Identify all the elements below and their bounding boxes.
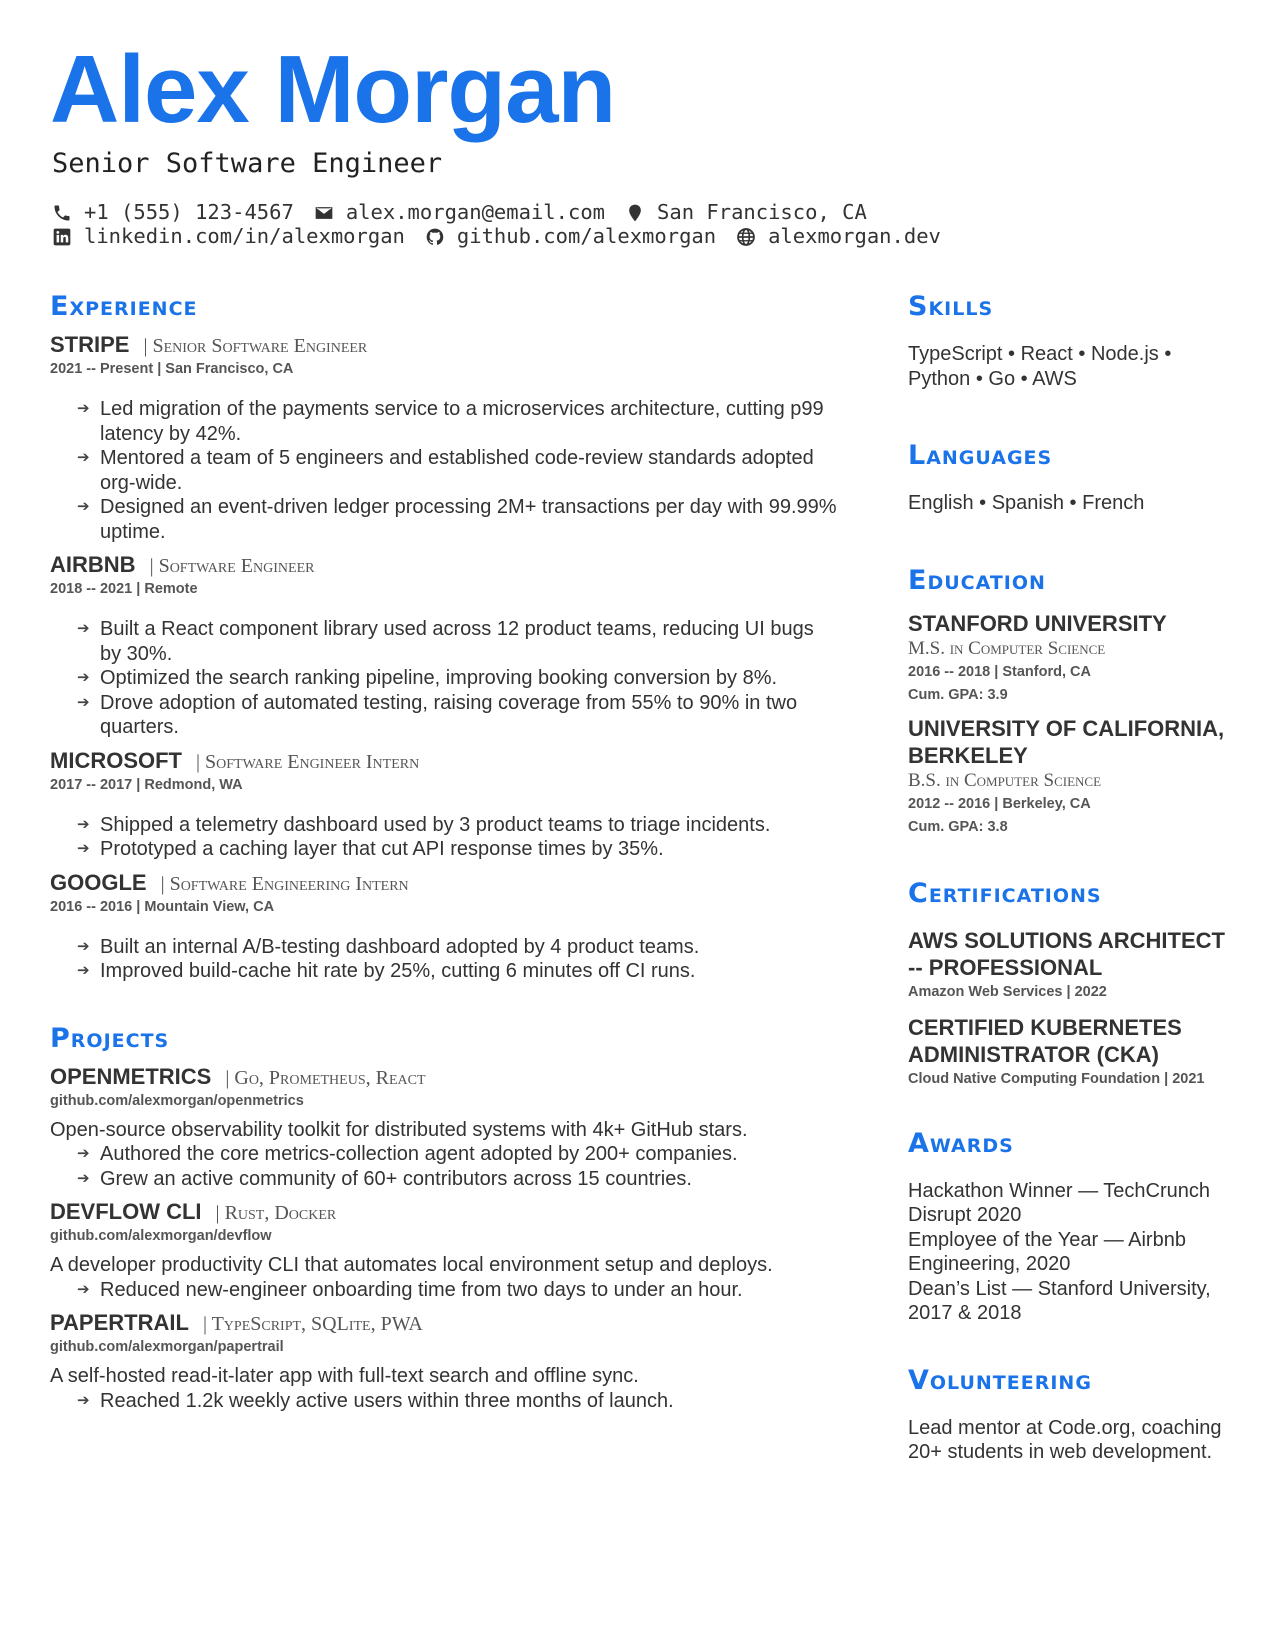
bullet-item <box>50 1278 840 1303</box>
arrow-icon: ➔ <box>77 1280 90 1298</box>
entry-meta: 2016 -- 2016 | Mountain View, CA <box>50 898 275 915</box>
sidebar-column <box>908 290 1238 1465</box>
volunteering-text: Lead mentor at Code.org, coaching 20+ students in web development. <box>908 1416 1222 1463</box>
certification-name: AWS SOLUTIONS ARCHITECT -- PROFESSIONAL <box>908 927 1225 980</box>
bullet-item <box>50 397 840 446</box>
project-tech: | TypeScript, SQLite, PWA <box>203 1313 423 1336</box>
education-heading: Education <box>908 564 1046 596</box>
education-meta: 2012 -- 2016 | Berkeley, CA <box>908 795 1091 812</box>
job-role: | Software Engineer Intern <box>196 751 419 774</box>
globe-icon <box>736 227 756 247</box>
job-role: | Senior Software Engineer <box>143 335 367 358</box>
project-tech: | Rust, Docker <box>216 1202 337 1225</box>
project-description: A self-hosted read-it-later app with full-text search and offline sync. <box>50 1365 639 1387</box>
bullet-item <box>50 617 840 666</box>
candidate-name: Alex Morgan <box>50 36 616 143</box>
website-contact[interactable] <box>736 224 941 249</box>
arrow-icon: ➔ <box>77 620 90 637</box>
languages-heading: Languages <box>908 440 1053 471</box>
contact-row <box>52 200 887 225</box>
phone-contact[interactable] <box>52 200 294 225</box>
entry-meta: 2018 -- 2021 | Remote <box>50 581 198 597</box>
arrow-icon: ➔ <box>77 815 90 833</box>
project-description: Open-source observability toolkit for distributed systems with 4k+ GitHub stars. <box>50 1118 748 1141</box>
arrow-icon: ➔ <box>77 1391 90 1409</box>
bullet-item <box>50 935 840 960</box>
email-contact[interactable] <box>314 200 605 225</box>
languages-list: English • Spanish • French <box>908 492 1145 514</box>
awards-list <box>908 1179 1238 1326</box>
certification-entry <box>908 927 1238 1004</box>
project-entry <box>50 1064 840 1192</box>
arrow-icon: ➔ <box>77 400 90 417</box>
bullet-item <box>50 813 840 838</box>
location-contact <box>625 200 867 225</box>
phone-text: +1 (555) 123-4567 <box>84 200 294 224</box>
bullet-item <box>50 1142 840 1167</box>
bullet-text: Designed an event-driven ledger processing 2M+ transactions per day with 99.99% uptime. <box>100 496 837 543</box>
bullet-item <box>50 691 840 740</box>
linkedin-text: linkedin.com/in/alexmorgan <box>84 224 405 248</box>
project-link[interactable]: github.com/alexmorgan/openmetrics <box>50 1092 304 1109</box>
award-item: Hackathon Winner — TechCrunch Disrupt 2020 <box>908 1179 1210 1226</box>
linkedin-contact[interactable] <box>52 224 405 249</box>
experience-entry <box>50 748 840 862</box>
location-text: San Francisco, CA <box>657 200 867 224</box>
arrow-icon: ➔ <box>77 1169 90 1187</box>
bullet-text: Prototyped a caching layer that cut API response times by 35%. <box>100 838 664 860</box>
bullet-text: Reached 1.2k weekly active users within three months of launch. <box>100 1389 674 1412</box>
degree: B.S. in Computer Science <box>908 769 1102 791</box>
projects-heading: Projects <box>50 1022 170 1054</box>
company-name: AIRBNB <box>50 552 136 577</box>
experience-heading: Experience <box>50 291 198 322</box>
experience-entry <box>50 870 840 984</box>
skills-list: TypeScript • React • Node.js • Python • Go • AWS <box>908 343 1172 390</box>
project-name: OPENMETRICS <box>50 1063 212 1089</box>
education-entry <box>908 610 1238 707</box>
bullet-item <box>50 1167 840 1192</box>
volunteering-heading: Volunteering <box>908 1364 1092 1396</box>
certifications-heading: Certifications <box>908 877 1102 909</box>
bullet-text: Built a React component library used across 12 product teams, reducing UI bugs by 30%. <box>100 618 814 665</box>
project-name: PAPERTRAIL <box>50 1310 189 1335</box>
bullet-text: Mentored a team of 5 engineers and established code-review standards adopted org-wide. <box>100 447 814 494</box>
entry-meta: 2021 -- Present | San Francisco, CA <box>50 361 294 377</box>
job-role: | Software Engineering Intern <box>161 873 409 896</box>
arrow-icon: ➔ <box>77 669 90 686</box>
bullet-item <box>50 837 840 862</box>
envelope-icon <box>314 203 334 223</box>
bullet-text: Shipped a telemetry dashboard used by 3 product teams to triage incidents. <box>100 813 771 836</box>
school-name: STANFORD UNIVERSITY <box>908 610 1167 636</box>
website-text: alexmorgan.dev <box>768 224 941 248</box>
skills-heading: Skills <box>908 291 994 322</box>
education-entry <box>908 715 1238 839</box>
map-pin-icon <box>625 203 645 223</box>
project-entry <box>50 1310 840 1413</box>
education-meta: 2016 -- 2018 | Stanford, CA <box>908 663 1091 680</box>
company-name: STRIPE <box>50 332 130 357</box>
bullet-item <box>50 666 840 691</box>
bullet-text: Grew an active community of 60+ contributors across 15 countries. <box>100 1167 692 1190</box>
arrow-icon: ➔ <box>77 1145 90 1162</box>
arrow-icon: ➔ <box>77 693 90 711</box>
certification-issuer: Amazon Web Services | 2022 <box>908 983 1107 1000</box>
phone-icon <box>52 203 72 223</box>
experience-entry <box>50 552 840 740</box>
bullet-item <box>50 959 840 984</box>
github-text: github.com/alexmorgan <box>456 224 717 248</box>
award-item: Dean’s List — Stanford University, 2017 & 2018 <box>908 1277 1211 1324</box>
project-name: DEVFLOW CLI <box>50 1199 202 1224</box>
arrow-icon: ➔ <box>77 498 90 515</box>
arrow-icon: ➔ <box>77 840 90 857</box>
arrow-icon: ➔ <box>77 449 90 466</box>
arrow-icon: ➔ <box>77 937 90 955</box>
bullet-item <box>50 1389 840 1414</box>
project-entry <box>50 1199 840 1302</box>
award-item: Employee of the Year — Airbnb Engineering, 2020 <box>908 1228 1186 1275</box>
experience-entry <box>50 332 840 544</box>
contact-row <box>52 224 961 249</box>
bullet-text: Drove adoption of automated testing, raising coverage from 55% to 90% in two quarters. <box>100 691 798 738</box>
school-name: UNIVERSITY OF CALIFORNIA, BERKELEY <box>908 715 1225 768</box>
project-link[interactable]: github.com/alexmorgan/devflow <box>50 1228 272 1244</box>
gpa: Cum. GPA: 3.9 <box>908 686 1008 703</box>
arrow-icon: ➔ <box>77 962 90 979</box>
certification-entry <box>908 1014 1238 1091</box>
job-role: | Software Engineer <box>150 555 315 578</box>
github-icon <box>425 227 445 247</box>
certification-name: CERTIFIED KUBERNETES ADMINISTRATOR (CKA) <box>908 1014 1182 1067</box>
bullet-text: Reduced new-engineer onboarding time from two days to under an hour. <box>100 1278 743 1301</box>
job-title: Senior Software Engineer <box>52 148 443 179</box>
degree: M.S. in Computer Science <box>908 637 1106 659</box>
company-name: GOOGLE <box>50 869 147 895</box>
bullet-text: Improved build-cache hit rate by 25%, cutting 6 minutes off CI runs. <box>100 960 696 982</box>
main-column <box>50 290 840 1413</box>
bullet-text: Led migration of the payments service to a microservices architecture, cutting p99 latency by 42%. <box>100 398 824 445</box>
bullet-text: Optimized the search ranking pipeline, improving booking conversion by 8%. <box>100 667 778 689</box>
bullet-text: Authored the core metrics-collection agent adopted by 200+ companies. <box>100 1143 738 1165</box>
project-description: A developer productivity CLI that automates local environment setup and deploys. <box>50 1254 773 1276</box>
entry-meta: 2017 -- 2017 | Redmond, WA <box>50 776 243 793</box>
certification-issuer: Cloud Native Computing Foundation | 2021 <box>908 1070 1205 1087</box>
bullet-text: Built an internal A/B-testing dashboard adopted by 4 product teams. <box>100 935 700 958</box>
linkedin-icon <box>52 227 72 247</box>
company-name: MICROSOFT <box>50 747 182 773</box>
bullet-item <box>50 446 840 495</box>
project-link[interactable]: github.com/alexmorgan/papertrail <box>50 1339 284 1355</box>
bullet-item <box>50 495 840 544</box>
gpa: Cum. GPA: 3.8 <box>908 818 1008 835</box>
github-contact[interactable] <box>425 224 716 249</box>
project-tech: | Go, Prometheus, React <box>225 1067 425 1090</box>
email-text: alex.morgan@email.com <box>345 200 606 224</box>
awards-heading: Awards <box>908 1127 1014 1159</box>
